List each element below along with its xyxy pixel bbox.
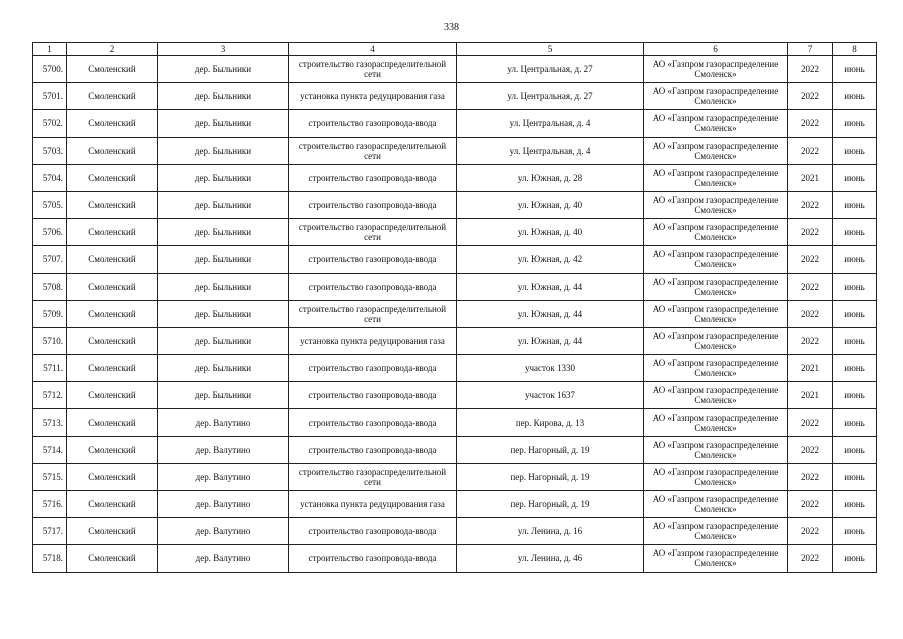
cell-work-type: строительство газопровода-ввода xyxy=(289,518,457,545)
cell-work-type: строительство газопровода-ввода xyxy=(289,409,457,436)
cell-row-number: 5702. xyxy=(33,110,67,137)
cell-address: участок 1637 xyxy=(457,382,644,409)
cell-organization: АО «Газпром газораспределение Смоленск» xyxy=(644,463,788,490)
cell-address: ул. Центральная, д. 27 xyxy=(457,56,644,83)
cell-year: 2022 xyxy=(788,137,833,164)
table-row xyxy=(33,355,877,382)
cell-district: Смоленский xyxy=(67,382,158,409)
cell-work-type: строительство газопровода-ввода xyxy=(289,436,457,463)
cell-year: 2022 xyxy=(788,436,833,463)
cell-row-number: 5715. xyxy=(33,463,67,490)
cell-year: 2022 xyxy=(788,463,833,490)
column-header: 1 xyxy=(33,43,67,56)
cell-organization: АО «Газпром газораспределение Смоленск» xyxy=(644,355,788,382)
cell-row-number: 5705. xyxy=(33,191,67,218)
cell-address: ул. Южная, д. 44 xyxy=(457,273,644,300)
cell-row-number: 5703. xyxy=(33,137,67,164)
table-row xyxy=(33,273,877,300)
column-header: 4 xyxy=(289,43,457,56)
cell-row-number: 5716. xyxy=(33,491,67,518)
cell-district: Смоленский xyxy=(67,246,158,273)
gasification-table xyxy=(32,42,877,573)
table-row xyxy=(33,382,877,409)
cell-month: июнь xyxy=(833,491,877,518)
cell-organization: АО «Газпром газораспределение Смоленск» xyxy=(644,491,788,518)
cell-year: 2022 xyxy=(788,409,833,436)
cell-district: Смоленский xyxy=(67,191,158,218)
cell-work-type: установка пункта редуцирования газа xyxy=(289,327,457,354)
table-row xyxy=(33,463,877,490)
cell-district: Смоленский xyxy=(67,436,158,463)
cell-address: пер. Нагорный, д. 19 xyxy=(457,463,644,490)
cell-month: июнь xyxy=(833,219,877,246)
cell-organization: АО «Газпром газораспределение Смоленск» xyxy=(644,164,788,191)
cell-year: 2022 xyxy=(788,518,833,545)
cell-settlement: дер. Быльники xyxy=(158,355,289,382)
cell-address: ул. Центральная, д. 4 xyxy=(457,110,644,137)
cell-settlement: дер. Быльники xyxy=(158,219,289,246)
cell-settlement: дер. Быльники xyxy=(158,110,289,137)
cell-settlement: дер. Быльники xyxy=(158,327,289,354)
cell-district: Смоленский xyxy=(67,137,158,164)
cell-row-number: 5706. xyxy=(33,219,67,246)
cell-organization: АО «Газпром газораспределение Смоленск» xyxy=(644,327,788,354)
cell-month: июнь xyxy=(833,110,877,137)
cell-district: Смоленский xyxy=(67,219,158,246)
cell-district: Смоленский xyxy=(67,110,158,137)
cell-row-number: 5717. xyxy=(33,518,67,545)
cell-year: 2022 xyxy=(788,83,833,110)
cell-row-number: 5714. xyxy=(33,436,67,463)
cell-month: июнь xyxy=(833,273,877,300)
cell-address: ул. Южная, д. 42 xyxy=(457,246,644,273)
cell-row-number: 5710. xyxy=(33,327,67,354)
cell-address: ул. Ленина, д. 46 xyxy=(457,545,644,572)
cell-month: июнь xyxy=(833,83,877,110)
cell-settlement: дер. Быльники xyxy=(158,382,289,409)
cell-row-number: 5707. xyxy=(33,246,67,273)
cell-address: ул. Южная, д. 44 xyxy=(457,300,644,327)
table-row xyxy=(33,545,877,572)
cell-district: Смоленский xyxy=(67,273,158,300)
cell-district: Смоленский xyxy=(67,83,158,110)
cell-settlement: дер. Валутино xyxy=(158,463,289,490)
cell-month: июнь xyxy=(833,463,877,490)
cell-district: Смоленский xyxy=(67,300,158,327)
cell-year: 2022 xyxy=(788,219,833,246)
cell-address: ул. Ленина, д. 16 xyxy=(457,518,644,545)
column-header: 5 xyxy=(457,43,644,56)
cell-address: ул. Центральная, д. 4 xyxy=(457,137,644,164)
cell-organization: АО «Газпром газораспределение Смоленск» xyxy=(644,382,788,409)
cell-work-type: строительство газораспределительной сети xyxy=(289,463,457,490)
cell-district: Смоленский xyxy=(67,518,158,545)
cell-month: июнь xyxy=(833,518,877,545)
table-body xyxy=(33,56,877,573)
cell-month: июнь xyxy=(833,164,877,191)
page-number: 338 xyxy=(444,22,459,33)
cell-district: Смоленский xyxy=(67,409,158,436)
cell-address: ул. Южная, д. 40 xyxy=(457,219,644,246)
cell-district: Смоленский xyxy=(67,327,158,354)
cell-month: июнь xyxy=(833,137,877,164)
cell-row-number: 5704. xyxy=(33,164,67,191)
cell-organization: АО «Газпром газораспределение Смоленск» xyxy=(644,300,788,327)
cell-row-number: 5718. xyxy=(33,545,67,572)
cell-settlement: дер. Валутино xyxy=(158,436,289,463)
cell-month: июнь xyxy=(833,409,877,436)
table-row xyxy=(33,56,877,83)
table-row xyxy=(33,137,877,164)
cell-month: июнь xyxy=(833,191,877,218)
cell-organization: АО «Газпром газораспределение Смоленск» xyxy=(644,110,788,137)
cell-settlement: дер. Быльники xyxy=(158,137,289,164)
cell-work-type: строительство газопровода-ввода xyxy=(289,382,457,409)
cell-work-type: строительство газопровода-ввода xyxy=(289,164,457,191)
cell-organization: АО «Газпром газораспределение Смоленск» xyxy=(644,409,788,436)
cell-row-number: 5713. xyxy=(33,409,67,436)
cell-year: 2022 xyxy=(788,545,833,572)
cell-year: 2021 xyxy=(788,382,833,409)
table-row xyxy=(33,409,877,436)
cell-settlement: дер. Быльники xyxy=(158,300,289,327)
column-header: 3 xyxy=(158,43,289,56)
cell-settlement: дер. Быльники xyxy=(158,273,289,300)
cell-district: Смоленский xyxy=(67,463,158,490)
cell-year: 2022 xyxy=(788,491,833,518)
cell-year: 2021 xyxy=(788,355,833,382)
cell-row-number: 5711. xyxy=(33,355,67,382)
cell-organization: АО «Газпром газораспределение Смоленск» xyxy=(644,518,788,545)
cell-organization: АО «Газпром газораспределение Смоленск» xyxy=(644,273,788,300)
cell-row-number: 5701. xyxy=(33,83,67,110)
cell-year: 2022 xyxy=(788,327,833,354)
cell-address: ул. Южная, д. 44 xyxy=(457,327,644,354)
cell-settlement: дер. Быльники xyxy=(158,164,289,191)
cell-settlement: дер. Быльники xyxy=(158,83,289,110)
cell-district: Смоленский xyxy=(67,491,158,518)
cell-month: июнь xyxy=(833,246,877,273)
cell-work-type: строительство газораспределительной сети xyxy=(289,300,457,327)
cell-address: ул. Южная, д. 28 xyxy=(457,164,644,191)
cell-address: участок 1330 xyxy=(457,355,644,382)
cell-settlement: дер. Валутино xyxy=(158,518,289,545)
cell-year: 2022 xyxy=(788,110,833,137)
cell-address: пер. Кирова, д. 13 xyxy=(457,409,644,436)
table-row xyxy=(33,219,877,246)
cell-district: Смоленский xyxy=(67,164,158,191)
column-header: 8 xyxy=(833,43,877,56)
table-row xyxy=(33,491,877,518)
cell-year: 2022 xyxy=(788,191,833,218)
cell-month: июнь xyxy=(833,300,877,327)
cell-work-type: строительство газораспределительной сети xyxy=(289,56,457,83)
cell-work-type: строительство газораспределительной сети xyxy=(289,137,457,164)
table-header xyxy=(33,43,877,56)
cell-settlement: дер. Валутино xyxy=(158,545,289,572)
cell-year: 2021 xyxy=(788,164,833,191)
cell-organization: АО «Газпром газораспределение Смоленск» xyxy=(644,191,788,218)
cell-district: Смоленский xyxy=(67,545,158,572)
cell-work-type: установка пункта редуцирования газа xyxy=(289,491,457,518)
table-row xyxy=(33,191,877,218)
cell-month: июнь xyxy=(833,355,877,382)
cell-address: пер. Нагорный, д. 19 xyxy=(457,491,644,518)
cell-year: 2022 xyxy=(788,56,833,83)
column-header: 7 xyxy=(788,43,833,56)
cell-year: 2022 xyxy=(788,246,833,273)
cell-organization: АО «Газпром газораспределение Смоленск» xyxy=(644,436,788,463)
cell-month: июнь xyxy=(833,382,877,409)
table-row xyxy=(33,164,877,191)
cell-row-number: 5708. xyxy=(33,273,67,300)
cell-row-number: 5712. xyxy=(33,382,67,409)
cell-work-type: установка пункта редуцирования газа xyxy=(289,83,457,110)
cell-address: пер. Нагорный, д. 19 xyxy=(457,436,644,463)
cell-month: июнь xyxy=(833,545,877,572)
table-row xyxy=(33,327,877,354)
cell-work-type: строительство газопровода-ввода xyxy=(289,110,457,137)
cell-district: Смоленский xyxy=(67,355,158,382)
cell-settlement: дер. Быльники xyxy=(158,246,289,273)
cell-row-number: 5700. xyxy=(33,56,67,83)
cell-row-number: 5709. xyxy=(33,300,67,327)
table-row xyxy=(33,518,877,545)
cell-settlement: дер. Валутино xyxy=(158,491,289,518)
cell-month: июнь xyxy=(833,436,877,463)
cell-work-type: строительство газопровода-ввода xyxy=(289,246,457,273)
cell-organization: АО «Газпром газораспределение Смоленск» xyxy=(644,246,788,273)
table-row xyxy=(33,246,877,273)
cell-year: 2022 xyxy=(788,273,833,300)
cell-district: Смоленский xyxy=(67,56,158,83)
cell-work-type: строительство газопровода-ввода xyxy=(289,355,457,382)
table-row xyxy=(33,83,877,110)
cell-organization: АО «Газпром газораспределение Смоленск» xyxy=(644,545,788,572)
table-row xyxy=(33,300,877,327)
cell-work-type: строительство газопровода-ввода xyxy=(289,191,457,218)
cell-organization: АО «Газпром газораспределение Смоленск» xyxy=(644,219,788,246)
cell-organization: АО «Газпром газораспределение Смоленск» xyxy=(644,137,788,164)
cell-address: ул. Южная, д. 40 xyxy=(457,191,644,218)
column-header: 6 xyxy=(644,43,788,56)
cell-year: 2022 xyxy=(788,300,833,327)
cell-organization: АО «Газпром газораспределение Смоленск» xyxy=(644,83,788,110)
cell-work-type: строительство газораспределительной сети xyxy=(289,219,457,246)
column-header: 2 xyxy=(67,43,158,56)
cell-work-type: строительство газопровода-ввода xyxy=(289,273,457,300)
cell-month: июнь xyxy=(833,56,877,83)
table-row xyxy=(33,436,877,463)
cell-month: июнь xyxy=(833,327,877,354)
table-row xyxy=(33,110,877,137)
cell-work-type: строительство газопровода-ввода xyxy=(289,545,457,572)
cell-organization: АО «Газпром газораспределение Смоленск» xyxy=(644,56,788,83)
cell-settlement: дер. Быльники xyxy=(158,56,289,83)
cell-settlement: дер. Быльники xyxy=(158,191,289,218)
header-row xyxy=(33,43,877,56)
cell-address: ул. Центральная, д. 27 xyxy=(457,83,644,110)
cell-settlement: дер. Валутино xyxy=(158,409,289,436)
